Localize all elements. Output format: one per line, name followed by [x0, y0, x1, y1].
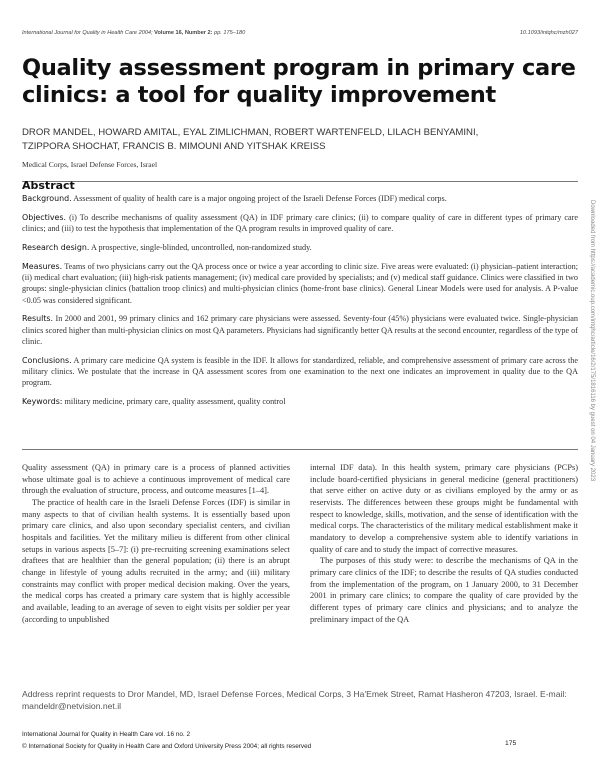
abstract-measures: Measures. Teams of two physicians carry out the QA process once or twice a year according to clinic size. Five areas were evaluated: (i) physician–patient interaction; (ii) medical chart evaluation; (iii) high-risk patients management; (iv) medical care provided by specialists; and (v) medical staff guidance. Clinics were classified in two groups: single-physician clinics (battalion troop clinics) and multi-physician clinics (home-front base clinics). General Linear Models were used for analysis. A P-value <0.05 was considered significant.	[22, 261, 578, 305]
divider	[22, 449, 578, 450]
abstract-conclusions: Conclusions. A primary care medicine QA system is feasible in the IDF. It allows for standardized, reliable, and comprehensive assessment of primary care across the military clinics. We postulate that the increase in QA assessment scores from one examination to the next one indicates an improvement in quality due to the QA program.	[22, 355, 578, 388]
authors-line: TZIPPORA SHOCHAT, FRANCIS B. MIMOUNI AND YITSHAK KREISS	[22, 140, 326, 152]
footer	[22, 729, 578, 752]
doi: 10.1093/intqhc/mzh027	[519, 30, 578, 36]
reprint-address: Address reprint requests to Dror Mandel, MD, Israel Defense Forces, Medical Corps, 3 Ha'Emek Street, Ramat Hasheron 47203, Israel. E-mail: mandeldr@netvision.net.il	[22, 689, 567, 711]
divider	[22, 181, 578, 182]
abstract	[22, 193, 578, 415]
abstract-objectives: Objectives. (i) To describe mechanisms of quality assessment (QA) in IDF primary care clinics; (ii) to compare quality of care in different types of primary care clinics; and (iii) to test the hypothesis that implementation of the QA program results in improved quality of care.	[22, 212, 578, 234]
abstract-background: Background. Assessment of quality of health care is a major ongoing project of the Israeli Defense Forces (IDF) medical corps.	[22, 194, 447, 203]
journal-name: International Journal for Quality in Health Care 2004;	[22, 30, 153, 36]
running-head	[22, 30, 578, 36]
authors-line: DROR MANDEL, HOWARD AMITAL, EYAL ZIMLICHMAN, ROBERT WARTENFELD, LILACH BENYAMINI,	[22, 127, 479, 138]
footer-journal: International Journal for Quality in Health Care vol. 16 no. 2	[22, 731, 191, 738]
paragraph: The purposes of this study were: to describe the mechanisms of QA in the primary care clinics of the IDF; to describe the results of QA studies conducted from the implementation of the program, on 1 January 2000, to 31 December 2001 in primary care clinics; to compare the quality of care provided by the different types of primary care clinics and physicians; and to analyze the preliminary impact of the QA	[310, 556, 578, 624]
download-note: Downloaded from https://academic.oup.com/intqhc/article/16/2/175/1816116 by guest on 04 January 2023	[589, 200, 595, 482]
paragraph: internal IDF data). In this health system, primary care physicians (PCPs) include board-certified physicians in general medicine (general practitioners) that serve either on active duty or as civilians employed by the army or as reservists. The differences between these groups might be fundamental with respect to knowledge, skills, motivation, and the sense of identification with the medical corps. The characteristics of the military medical establishment make it mandatory to develop a comprehensive system able to identify variations in quality of care and to study the impact of corrective measures.	[310, 463, 578, 554]
footer-copyright: © International Society for Quality in Health Care and Oxford University Press 2004; all rights reserved	[22, 742, 312, 750]
authors	[22, 126, 582, 153]
keywords: Keywords: military medicine, primary care, quality assessment, quality control	[22, 397, 286, 407]
body-column-right	[310, 462, 578, 625]
paragraph: Quality assessment (QA) in primary care is a process of planned activities whose ultimate goal is to achieve a continuous improvement of medical care through the evaluation of structure, process, and outcome measures [1–4].	[22, 463, 290, 496]
paper-title: Quality assessment program in primary care clinics: a tool for quality improvement	[22, 55, 576, 108]
affiliation: Medical Corps, Israel Defense Forces, Israel	[22, 160, 158, 169]
body-column-left	[22, 462, 290, 625]
abstract-heading: Abstract	[22, 179, 75, 192]
page-range: pp. 175–180	[214, 30, 246, 36]
page-number: 175	[505, 740, 517, 747]
abstract-research-design: Research design. A prospective, single-blinded, uncontrolled, non-randomized study.	[22, 242, 312, 252]
paragraph: The practice of health care in the Israeli Defense Forces (IDF) is similar in many aspects to that of civilian health systems. It is essentially based upon primary care clinics, and also upon secondary specialist centers, and civilian hospitals and facilities. Yet the military milieu is different from other clinical setups in various aspects [5–7]: (i) pre-recruiting screening examinations select draftees that are healthier than the general population; (ii) there is an abrupt change in lifestyle of young adults recruited in the army; and (iii) military constraints may conflict with proper medical decision making. Over the years, the medical corps has created a primary care system that is highly accessible and available, leading to an average of seven to eight visits per soldier per year (according to unpublished	[22, 497, 290, 624]
volume-issue: Volume 16, Number 2:	[154, 30, 213, 36]
abstract-results: Results. In 2000 and 2001, 99 primary clinics and 162 primary care physicians were assessed. Seventy-four (45%) physicians were evaluated twice. Single-physician clinics scored higher than multi-physician clinics on most QA parameters. Physicians had significantly better QA results at the second encounter, regardless of the type of clinic.	[22, 314, 578, 346]
